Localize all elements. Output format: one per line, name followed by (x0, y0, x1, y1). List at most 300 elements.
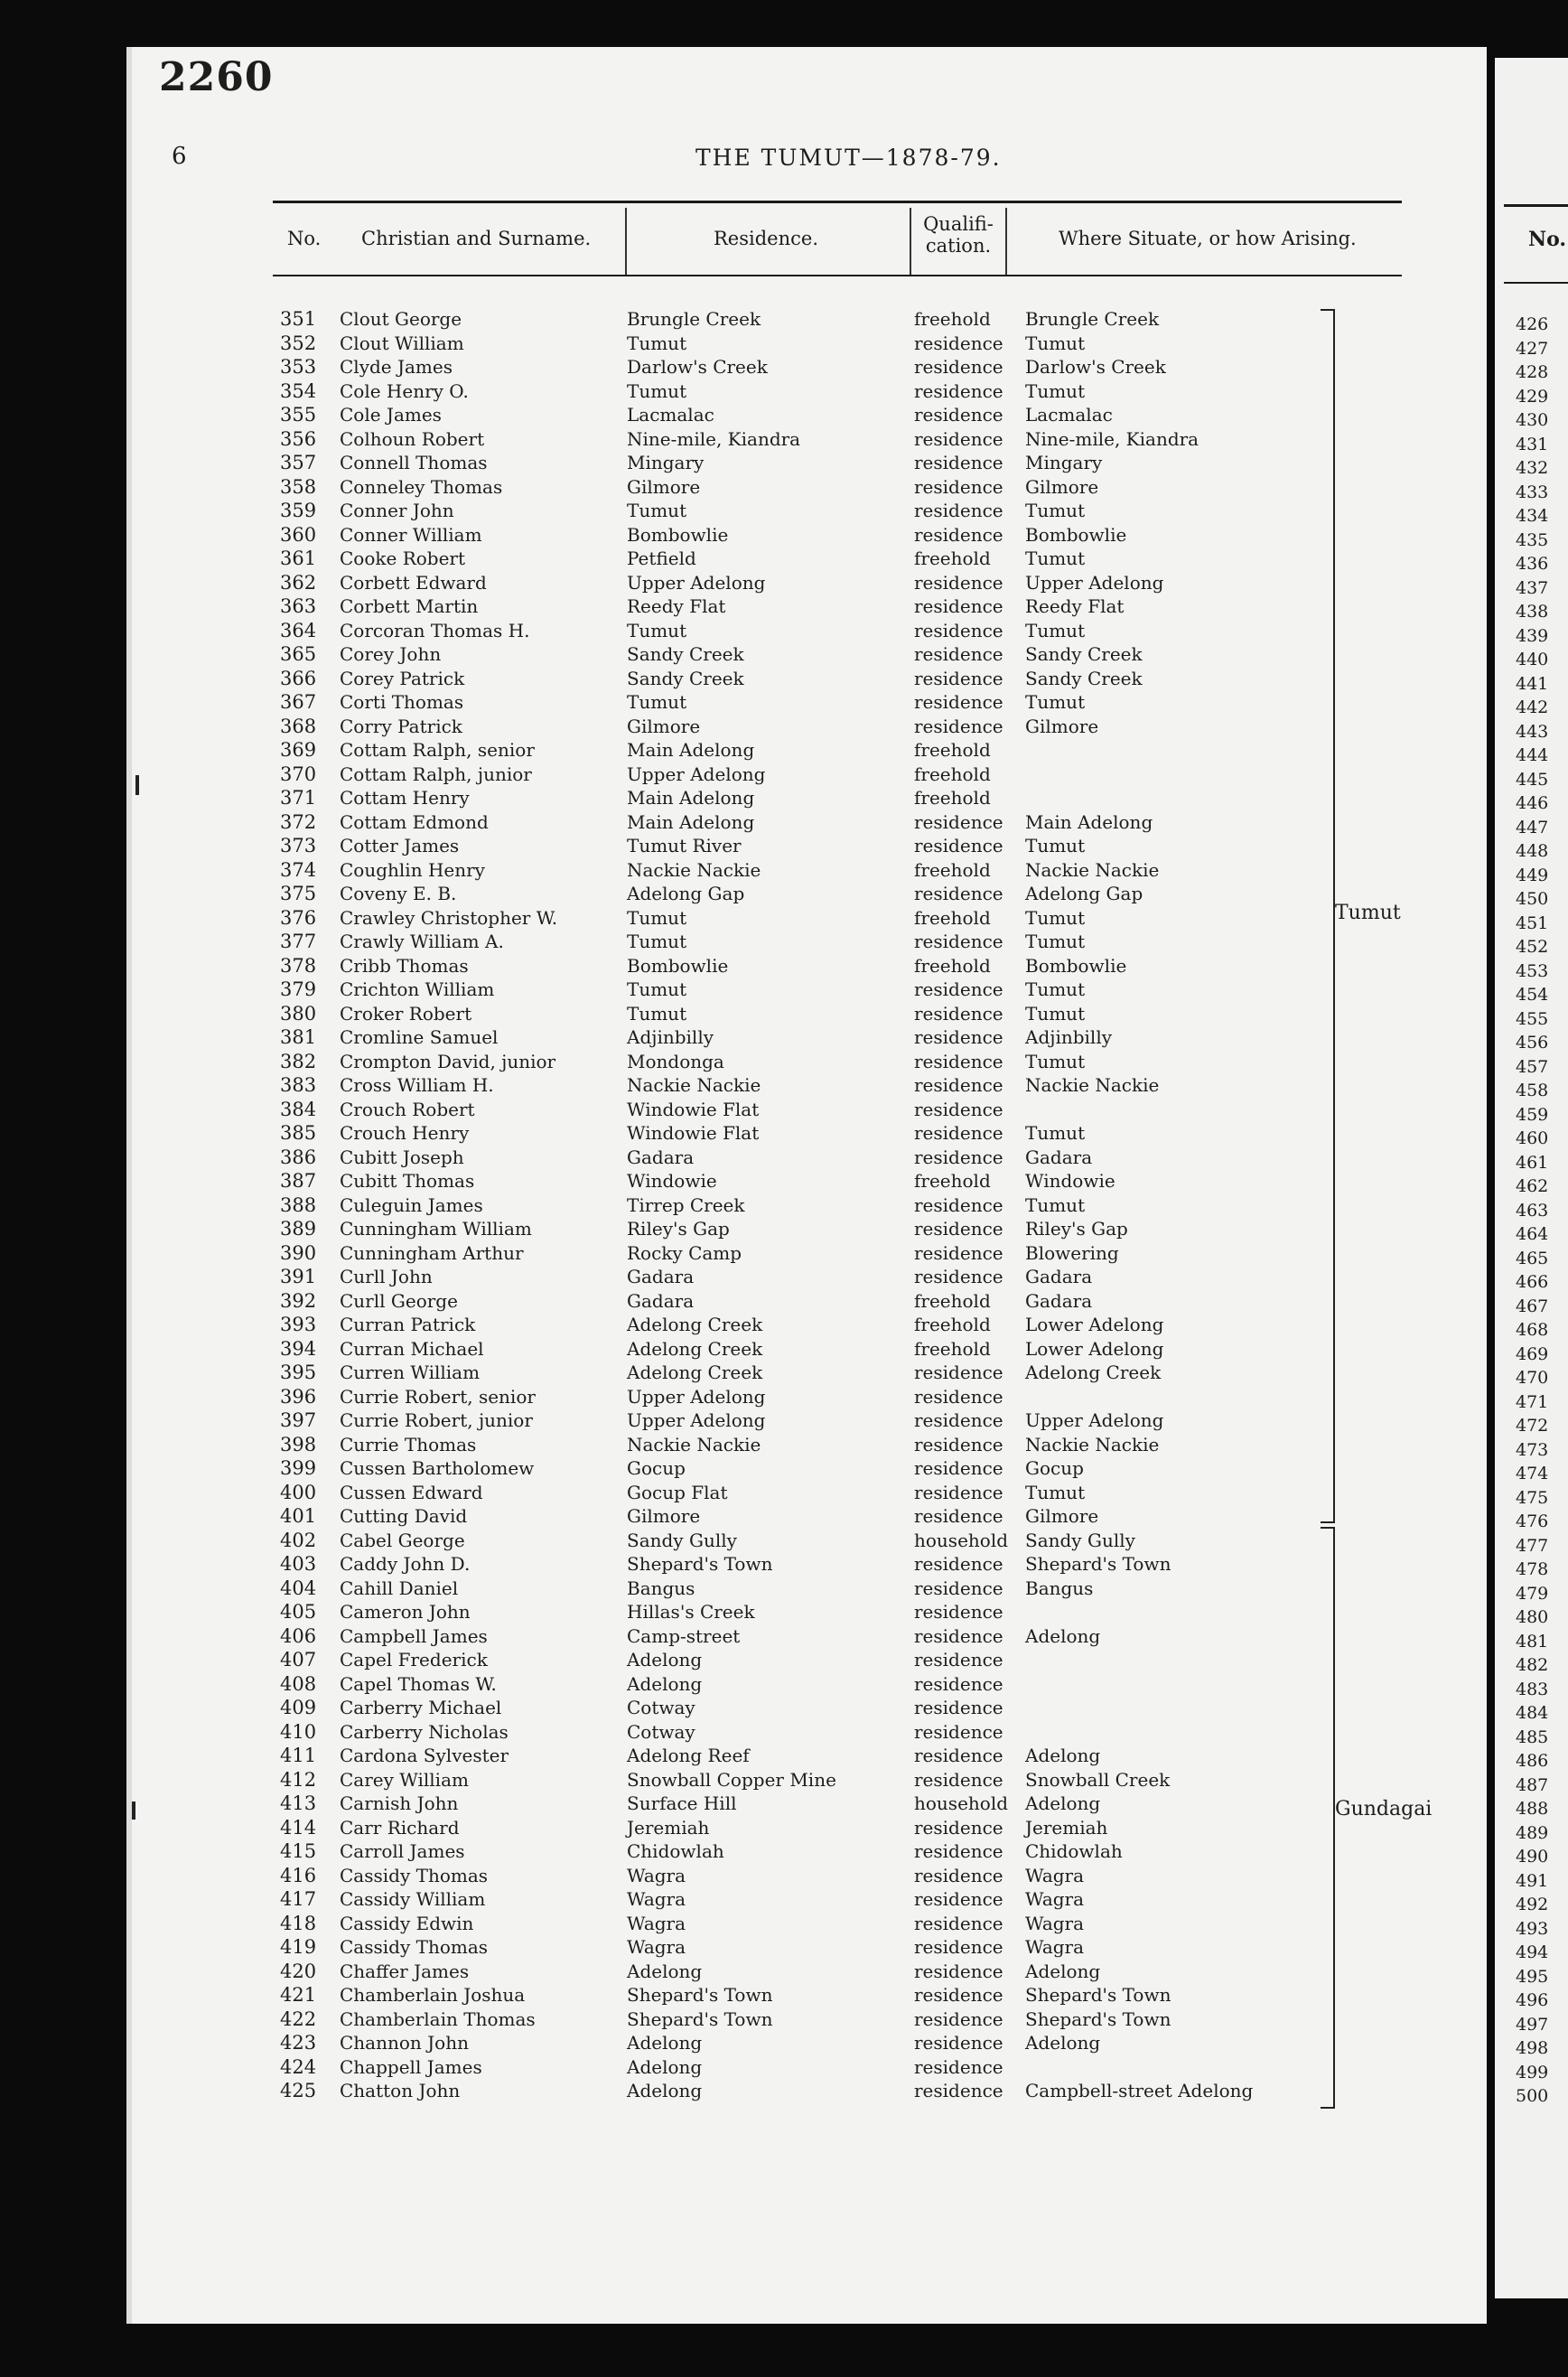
adjacent-entry-number: 468 (1516, 1320, 1549, 1340)
adjacent-entry-number: 464 (1516, 1224, 1549, 1244)
entry-number: 374 (280, 858, 317, 881)
entry-number: 404 (280, 1577, 317, 1599)
entry-qualification: freehold (914, 1314, 991, 1335)
adjacent-col-header-no: No. (1528, 228, 1567, 251)
entry-where-situate: Lower Adelong (1025, 1314, 1164, 1335)
entry-name: Conneley Thomas (340, 475, 503, 498)
entry-qualification: residence (914, 1409, 1003, 1431)
entry-residence: Adelong (627, 1960, 703, 1982)
adjacent-entry-number: 440 (1516, 650, 1549, 669)
entry-residence: Windowie Flat (627, 1122, 760, 1144)
adjacent-entry-number: 454 (1516, 985, 1549, 1005)
entry-number: 354 (280, 379, 317, 402)
entry-number: 408 (280, 1672, 317, 1695)
entry-name: Caddy John D. (340, 1553, 471, 1575)
col-header-no: No. (287, 228, 322, 249)
entry-number: 422 (280, 2007, 317, 2030)
entry-number: 351 (280, 308, 317, 330)
entry-name: Crawley Christopher W. (340, 906, 558, 929)
table-row (0, 834, 1355, 858)
entry-number: 397 (280, 1409, 317, 1431)
entry-where-situate: Adjinbilly (1025, 1026, 1113, 1048)
entry-number: 365 (280, 643, 317, 665)
entry-name: Clout George (340, 308, 462, 330)
entry-number: 378 (280, 954, 317, 977)
entry-name: Chamberlain Joshua (340, 1984, 526, 2006)
adjacent-entry-number: 430 (1516, 410, 1549, 430)
entry-number: 371 (280, 787, 317, 809)
table-row (0, 523, 1355, 547)
entry-name: Corti Thomas (340, 691, 464, 713)
entry-number: 393 (280, 1314, 317, 1335)
entry-number: 355 (280, 404, 317, 426)
table-row (0, 1887, 1355, 1912)
adjacent-entry-number: 436 (1516, 554, 1549, 574)
entry-number: 379 (280, 978, 317, 1000)
entry-qualification: residence (914, 1146, 1003, 1168)
adjacent-entry-number: 444 (1516, 745, 1549, 765)
entry-qualification: residence (914, 1050, 1003, 1072)
entry-name: Cole Henry O. (340, 379, 469, 402)
entry-qualification: residence (914, 2007, 1003, 2030)
entry-where-situate: Windowie (1025, 1170, 1115, 1192)
column-divider (625, 208, 627, 275)
entry-number: 413 (280, 1792, 317, 1814)
entry-qualification: residence (914, 1601, 1003, 1623)
entry-residence: Rocky Camp (627, 1241, 742, 1264)
adjacent-entry-number: 497 (1516, 2014, 1549, 2035)
table-row (0, 1744, 1355, 1768)
table-row (0, 715, 1355, 739)
entry-residence: Upper Adelong (627, 763, 766, 785)
entry-qualification: residence (914, 1074, 1003, 1096)
entry-number: 368 (280, 715, 317, 737)
entry-name: Corey John (340, 643, 442, 665)
margin-mark (132, 1801, 135, 1820)
adjacent-entry-number: 456 (1516, 1033, 1549, 1053)
table-row (0, 810, 1355, 835)
entry-number: 370 (280, 763, 317, 785)
running-title: THE TUMUT—1878-79. (695, 145, 1002, 171)
sub-page-number: 6 (172, 143, 187, 170)
entry-number: 421 (280, 1984, 317, 2006)
entry-residence: Adelong Creek (627, 1337, 763, 1360)
adjacent-entry-number: 449 (1516, 865, 1549, 885)
entry-residence: Main Adelong (627, 739, 755, 761)
entry-where-situate: Blowering (1025, 1241, 1119, 1264)
table-row (0, 1648, 1355, 1672)
entry-name: Channon John (340, 2032, 469, 2054)
adjacent-entry-number: 431 (1516, 434, 1549, 454)
adjacent-entry-number: 485 (1516, 1727, 1549, 1747)
entry-qualification: residence (914, 379, 1003, 402)
entry-qualification: freehold (914, 858, 991, 881)
entry-where-situate: Bangus (1025, 1577, 1094, 1599)
entry-name: Carnish John (340, 1792, 459, 1814)
adjacent-entry-number: 447 (1516, 817, 1549, 838)
adjacent-entry-number: 427 (1516, 338, 1549, 359)
adjacent-entry-number: 469 (1516, 1343, 1549, 1364)
entry-residence: Upper Adelong (627, 571, 766, 594)
entry-residence: Adelong (627, 2055, 703, 2078)
table-row (0, 1960, 1355, 1984)
entry-number: 390 (280, 1241, 317, 1264)
entry-name: Conner John (340, 500, 454, 521)
table-row (0, 307, 1355, 332)
table-row (0, 1552, 1355, 1577)
entry-qualification: residence (914, 332, 1003, 354)
entry-where-situate: Adelong (1025, 1960, 1101, 1982)
entry-number: 412 (280, 1768, 317, 1791)
entry-name: Cameron John (340, 1601, 471, 1623)
entry-number: 415 (280, 1840, 317, 1862)
table-row (0, 763, 1355, 787)
adjacent-entry-number: 445 (1516, 769, 1549, 790)
entry-where-situate: Shepard's Town (1025, 2007, 1171, 2030)
adjacent-entry-number: 487 (1516, 1774, 1549, 1795)
entry-number: 369 (280, 739, 317, 761)
entry-qualification: residence (914, 643, 1003, 665)
entry-number: 366 (280, 667, 317, 689)
header-rule-bottom (273, 275, 1402, 276)
group-label-tumut: Tumut (1335, 902, 1401, 924)
entry-qualification: residence (914, 931, 1003, 952)
entry-residence: Gilmore (627, 715, 701, 737)
entry-qualification: residence (914, 427, 1003, 450)
entry-residence: Gocup Flat (627, 1481, 728, 1503)
entry-name: Crawly William A. (340, 931, 504, 952)
entry-residence: Shepard's Town (627, 1984, 773, 2006)
adjacent-entry-number: 491 (1516, 1870, 1549, 1891)
adjacent-entry-number: 472 (1516, 1416, 1549, 1436)
adjacent-entry-number: 478 (1516, 1559, 1549, 1579)
group-label-gundagai: Gundagai (1335, 1798, 1433, 1820)
adjacent-entry-number: 451 (1516, 912, 1549, 933)
entry-qualification: residence (914, 691, 1003, 713)
adjacent-entry-number: 489 (1516, 1822, 1549, 1843)
entry-qualification: residence (914, 1362, 1003, 1383)
entry-number: 362 (280, 571, 317, 594)
entry-residence: Gadara (627, 1146, 695, 1168)
entry-where-situate: Lacmalac (1025, 404, 1113, 426)
entry-qualification: residence (914, 1553, 1003, 1575)
entry-number: 418 (280, 1912, 317, 1934)
adjacent-entry-number: 475 (1516, 1487, 1549, 1508)
entry-number: 375 (280, 883, 317, 904)
adjacent-entry-number: 432 (1516, 458, 1549, 478)
entry-qualification: freehold (914, 1289, 991, 1312)
entry-where-situate: Bombowlie (1025, 954, 1127, 977)
entry-number: 382 (280, 1050, 317, 1072)
table-row (0, 1025, 1355, 1050)
entry-where-situate: Shepard's Town (1025, 1553, 1171, 1575)
entry-number: 411 (280, 1745, 317, 1766)
table-row (0, 571, 1355, 595)
table-row (0, 930, 1355, 954)
entry-where-situate: Tumut (1025, 1050, 1086, 1072)
adjacent-entry-number: 452 (1516, 937, 1549, 957)
entry-name: Curran Michael (340, 1337, 484, 1360)
adjacent-entry-number: 448 (1516, 841, 1549, 861)
adjacent-rule-top (1504, 204, 1568, 207)
entry-qualification: residence (914, 1936, 1003, 1958)
entry-residence: Main Adelong (627, 810, 755, 833)
adjacent-entry-number: 466 (1516, 1272, 1549, 1292)
table-row (0, 619, 1355, 643)
adjacent-entry-number: 446 (1516, 793, 1549, 813)
entry-residence: Upper Adelong (627, 1385, 766, 1408)
entry-name: Colhoun Robert (340, 427, 485, 450)
entry-qualification: residence (914, 1960, 1003, 1982)
table-row (0, 858, 1355, 883)
entry-where-situate: Tumut (1025, 500, 1086, 521)
entry-residence: Jeremiah (627, 1816, 710, 1839)
entry-where-situate: Tumut (1025, 931, 1086, 952)
entry-residence: Nackie Nackie (627, 1074, 761, 1096)
col-header-qualification-line1: Qualifi- (923, 213, 994, 235)
table-row (0, 1217, 1355, 1241)
entry-residence: Shepard's Town (627, 2007, 773, 2030)
entry-number: 417 (280, 1888, 317, 1910)
entry-residence: Tumut (627, 906, 687, 929)
table-row (0, 475, 1355, 500)
entry-qualification: residence (914, 571, 1003, 594)
entry-residence: Wagra (627, 1864, 686, 1886)
entry-where-situate: Tumut (1025, 547, 1086, 569)
adjacent-entry-number: 441 (1516, 673, 1549, 694)
entry-number: 380 (280, 1002, 317, 1025)
entry-residence: Adelong (627, 1672, 703, 1695)
entry-qualification: residence (914, 1697, 1003, 1718)
table-row (0, 2079, 1355, 2103)
entry-residence: Wagra (627, 1912, 686, 1934)
entry-number: 398 (280, 1433, 317, 1455)
entry-residence: Adelong (627, 1649, 703, 1670)
entry-residence: Nackie Nackie (627, 1433, 761, 1455)
entry-where-situate: Tumut (1025, 619, 1086, 641)
entry-where-situate: Wagra (1025, 1936, 1085, 1958)
entry-residence: Wagra (627, 1888, 686, 1910)
entry-where-situate: Tumut (1025, 835, 1086, 856)
entry-qualification: residence (914, 2080, 1003, 2101)
entry-qualification: residence (914, 1098, 1003, 1120)
entry-name: Cooke Robert (340, 547, 466, 569)
entry-qualification: residence (914, 1457, 1003, 1479)
entry-qualification: freehold (914, 787, 991, 809)
entry-residence: Tumut River (627, 835, 742, 856)
entry-where-situate: Gilmore (1025, 475, 1099, 498)
table-row (0, 1672, 1355, 1697)
adjacent-entry-number: 455 (1516, 1008, 1549, 1029)
table-row (0, 1313, 1355, 1337)
entry-residence: Sandy Creek (627, 667, 744, 689)
entry-number: 358 (280, 475, 317, 498)
entry-where-situate: Shepard's Town (1025, 1984, 1171, 2006)
entry-number: 420 (280, 1960, 317, 1982)
table-row (0, 1433, 1355, 1457)
entry-qualification: freehold (914, 763, 991, 785)
entry-residence: Tumut (627, 931, 687, 952)
table-row (0, 1073, 1355, 1098)
adjacent-entry-number: 486 (1516, 1751, 1549, 1771)
entry-number: 352 (280, 332, 317, 354)
entry-where-situate: Gocup (1025, 1457, 1084, 1479)
entry-number: 394 (280, 1337, 317, 1360)
adjacent-entry-number: 499 (1516, 2062, 1549, 2082)
entry-number: 414 (280, 1816, 317, 1839)
adjacent-entry-number: 480 (1516, 1607, 1549, 1627)
adjacent-entry-number: 470 (1516, 1368, 1549, 1388)
entry-residence: Chidowlah (627, 1840, 724, 1862)
table-row (0, 738, 1355, 763)
entry-qualification: residence (914, 1266, 1003, 1287)
entry-number: 419 (280, 1936, 317, 1958)
entry-where-situate: Wagra (1025, 1912, 1085, 1934)
entry-qualification: residence (914, 1122, 1003, 1144)
table-row (0, 1504, 1355, 1529)
entry-qualification: residence (914, 1218, 1003, 1240)
entry-name: Croker Robert (340, 1002, 472, 1025)
entry-number: 359 (280, 500, 317, 521)
entry-where-situate: Jeremiah (1025, 1816, 1108, 1839)
entry-qualification: freehold (914, 308, 991, 330)
entry-qualification: residence (914, 1241, 1003, 1264)
entry-where-situate: Mingary (1025, 452, 1103, 473)
entry-where-situate: Gilmore (1025, 715, 1099, 737)
entry-where-situate: Riley's Gap (1025, 1218, 1128, 1240)
adjacent-entry-number: 477 (1516, 1535, 1549, 1556)
entry-number: 367 (280, 691, 317, 713)
entry-residence: Nine-mile, Kiandra (627, 427, 801, 450)
table-row (0, 1289, 1355, 1314)
entry-name: Cahill Daniel (340, 1577, 459, 1599)
entry-residence: Adelong Reef (627, 1745, 750, 1766)
entry-where-situate: Tumut (1025, 332, 1086, 354)
table-row (0, 1265, 1355, 1289)
adjacent-entry-number: 438 (1516, 602, 1549, 622)
table-row (0, 1169, 1355, 1193)
entry-qualification: freehold (914, 954, 991, 977)
entry-qualification: residence (914, 1002, 1003, 1025)
entry-qualification: residence (914, 2032, 1003, 2054)
entry-name: Cottam Ralph, senior (340, 739, 535, 761)
adjacent-entry-number: 435 (1516, 529, 1549, 550)
entry-where-situate: Gadara (1025, 1146, 1093, 1168)
entry-residence: Tumut (627, 619, 687, 641)
entry-qualification: residence (914, 835, 1003, 856)
entry-name: Corcoran Thomas H. (340, 619, 530, 641)
entry-where-situate: Nackie Nackie (1025, 1433, 1160, 1455)
table-row (0, 547, 1355, 571)
entry-number: 353 (280, 356, 317, 378)
entry-name: Cussen Bartholomew (340, 1457, 535, 1479)
table-row (0, 1792, 1355, 1816)
entry-qualification: residence (914, 1481, 1003, 1503)
entry-number: 405 (280, 1601, 317, 1623)
entry-where-situate: Adelong (1025, 1624, 1101, 1647)
adjacent-entry-number: 428 (1516, 362, 1549, 382)
entry-qualification: residence (914, 883, 1003, 904)
entry-name: Cubitt Thomas (340, 1170, 475, 1192)
entry-qualification: residence (914, 2055, 1003, 2078)
entry-name: Cassidy William (340, 1888, 486, 1910)
adjacent-entry-number: 473 (1516, 1439, 1549, 1460)
entry-name: Cassidy Thomas (340, 1864, 489, 1886)
table-row (0, 1816, 1355, 1840)
entry-where-situate: Lower Adelong (1025, 1337, 1164, 1360)
entry-residence: Snowball Copper Mine (627, 1768, 836, 1791)
entry-name: Curren William (340, 1362, 481, 1383)
entry-residence: Bombowlie (627, 954, 729, 977)
entry-name: Chappell James (340, 2055, 482, 2078)
entry-name: Curran Patrick (340, 1314, 476, 1335)
entry-where-situate: Tumut (1025, 906, 1086, 929)
entry-name: Conner William (340, 523, 482, 546)
entry-name: Crouch Robert (340, 1098, 475, 1120)
entry-where-situate: Tumut (1025, 691, 1086, 713)
table-row (0, 1098, 1355, 1122)
table-row (0, 1121, 1355, 1146)
entry-name: Cabel George (340, 1529, 465, 1551)
entry-where-situate: Tumut (1025, 379, 1086, 402)
entry-where-situate: Adelong Gap (1025, 883, 1143, 904)
entry-name: Cottam Henry (340, 787, 470, 809)
margin-mark (135, 775, 139, 795)
entry-number: 402 (280, 1529, 317, 1551)
table-row (0, 1839, 1355, 1864)
table-row (0, 882, 1355, 906)
entry-number: 423 (280, 2032, 317, 2054)
adjacent-entry-number: 462 (1516, 1176, 1549, 1196)
entry-where-situate: Sandy Creek (1025, 667, 1143, 689)
table-row (0, 1768, 1355, 1792)
entry-where-situate: Brungle Creek (1025, 308, 1160, 330)
table-row (0, 906, 1355, 931)
entry-name: Cassidy Edwin (340, 1912, 474, 1934)
group-brace-tumut (1321, 309, 1335, 1523)
adjacent-entry-number: 474 (1516, 1464, 1549, 1483)
entry-name: Carey William (340, 1768, 469, 1791)
adjacent-entry-number: 443 (1516, 721, 1549, 742)
entry-residence: Tumut (627, 379, 687, 402)
entry-qualification: residence (914, 619, 1003, 641)
header-rule-top (273, 201, 1402, 203)
entry-where-situate: Adelong (1025, 1745, 1101, 1766)
entry-number: 406 (280, 1624, 317, 1647)
entry-residence: Bombowlie (627, 523, 729, 546)
entry-qualification: residence (914, 475, 1003, 498)
entry-name: Capel Thomas W. (340, 1672, 497, 1695)
entry-name: Curll John (340, 1266, 433, 1287)
table-row (0, 1912, 1355, 1936)
entry-name: Chamberlain Thomas (340, 2007, 536, 2030)
entry-residence: Gadara (627, 1289, 695, 1312)
entry-name: Crichton William (340, 978, 495, 1000)
table-row (0, 1529, 1355, 1553)
entry-residence: Windowie Flat (627, 1098, 760, 1120)
adjacent-entry-number: 429 (1516, 386, 1549, 407)
entry-number: 425 (280, 2080, 317, 2101)
entry-residence: Darlow's Creek (627, 356, 768, 378)
entry-number: 416 (280, 1864, 317, 1886)
entry-where-situate: Nackie Nackie (1025, 858, 1160, 881)
entry-name: Coughlin Henry (340, 858, 485, 881)
table-row (0, 1050, 1355, 1074)
adjacent-entry-number: 461 (1516, 1152, 1549, 1173)
adjacent-entry-number: 492 (1516, 1895, 1549, 1914)
entry-number: 403 (280, 1553, 317, 1575)
entry-where-situate: Gilmore (1025, 1505, 1099, 1527)
